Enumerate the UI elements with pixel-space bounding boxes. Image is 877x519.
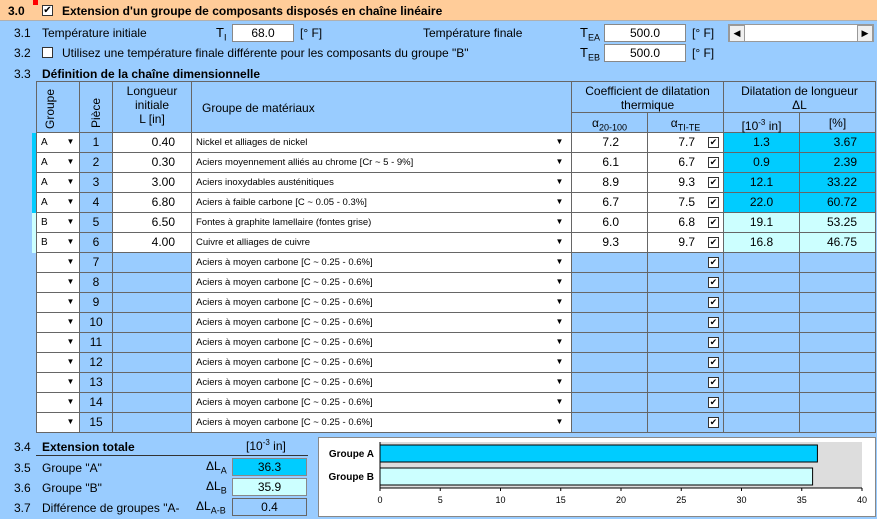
final-temp-input[interactable]: 500.0 [604, 24, 686, 42]
header-dl-unit: [$10^{-3}$ in] [724, 113, 800, 133]
group-a-label: Groupe "A" [42, 461, 102, 475]
group-color-strip [32, 213, 36, 233]
final-temp-scrollbar[interactable] [728, 24, 874, 42]
alpha-ti-te-value: 9.3 [678, 175, 695, 189]
piece-number: 9 [80, 293, 113, 313]
delta-percent-value [800, 353, 876, 373]
x-tick-label: 10 [495, 495, 506, 505]
x-tick-label: 40 [856, 495, 868, 505]
material-select[interactable] [192, 273, 572, 293]
group-diff-label: Différence de groupes "A- [42, 501, 180, 515]
chevron-down-icon[interactable]: ▼ [66, 397, 75, 406]
group-b-label: Groupe "B" [42, 481, 102, 495]
piece-number: 13 [80, 373, 113, 393]
chevron-down-icon[interactable]: ▼ [66, 317, 75, 326]
material-label: Aciers à faible carbone [C ~ 0.05 - 0.3%] [196, 197, 367, 208]
delta-length-value [724, 313, 800, 333]
material-label: Aciers à moyen carbone [C ~ 0.25 - 0.6%] [196, 297, 373, 308]
alpha-ti-te-cell [648, 253, 724, 273]
piece-number: 10 [80, 313, 113, 333]
material-select[interactable] [192, 233, 572, 253]
length-input[interactable] [113, 253, 192, 273]
delta-percent-value [800, 393, 876, 413]
chevron-down-icon[interactable]: ▼ [66, 217, 75, 226]
initial-temp-unit: [° F] [300, 26, 323, 40]
header-longueur: Longueur initiale L [in] [113, 81, 192, 133]
alpha-20-100-value: 7.2 [572, 133, 648, 153]
alpha-ti-te-value: 9.7 [678, 235, 695, 249]
group-select[interactable] [36, 253, 80, 273]
alpha-20-100-value [572, 413, 648, 433]
row-36-number: 3.6 [14, 481, 31, 495]
delta-length-value [724, 373, 800, 393]
delta-length-value: 19.1 [724, 213, 800, 233]
delta-length-value [724, 353, 800, 373]
piece-number: 7 [80, 253, 113, 273]
category-label: Groupe A [328, 449, 374, 460]
tea-symbol: $T_{EA}$ [580, 25, 600, 43]
alpha-20-100-value: 6.1 [572, 153, 648, 173]
delta-percent-value [800, 293, 876, 313]
group-select[interactable] [36, 153, 80, 173]
length-input[interactable] [113, 373, 192, 393]
alpha-20-100-value [572, 293, 648, 313]
initial-temp-input[interactable]: 68.0 [232, 24, 294, 42]
group-select[interactable] [36, 353, 80, 373]
group-b-temp-unit: [° F] [692, 46, 715, 60]
row-35-number: 3.5 [14, 461, 31, 475]
piece-number: 2 [80, 153, 113, 173]
group-value: A [41, 157, 48, 168]
chevron-down-icon[interactable]: ▼ [555, 297, 564, 306]
ti-symbol: $T_I$ [216, 25, 227, 43]
piece-number: 14 [80, 393, 113, 413]
group-select[interactable] [36, 313, 80, 333]
chevron-down-icon[interactable]: ▼ [66, 417, 75, 426]
group-color-strip [32, 193, 36, 213]
bar-groupe-b [380, 468, 813, 485]
material-label: Aciers à moyen carbone [C ~ 0.25 - 0.6%] [196, 257, 373, 268]
section-title: Extension d'un groupe de composants disposés en chaîne linéaire [62, 4, 443, 18]
chevron-down-icon[interactable]: ▼ [555, 317, 564, 326]
delta-length-value [724, 333, 800, 353]
alpha-override-checkbox[interactable]: ✔ [709, 377, 718, 387]
chevron-down-icon[interactable]: ▼ [555, 277, 564, 286]
row-33-number: 3.3 [14, 67, 31, 81]
chevron-down-icon[interactable]: ▼ [555, 177, 564, 186]
x-tick-label: 0 [377, 495, 383, 505]
length-input[interactable]: 0.30 [113, 153, 192, 173]
total-extension-label: Extension totale [42, 440, 135, 454]
material-select[interactable] [192, 293, 572, 313]
chevron-down-icon[interactable]: ▼ [555, 137, 564, 146]
group-extension-chart [318, 437, 876, 517]
header-alpha-ti-te: $\alpha_{TI-TE}$ [648, 113, 724, 133]
delta-percent-value [800, 373, 876, 393]
alpha-override-checkbox[interactable]: ✔ [709, 337, 718, 347]
delta-percent-value: 3.67 [800, 133, 876, 153]
extension-checkbox[interactable]: ✔ [43, 5, 52, 16]
group-value: A [41, 177, 48, 188]
alpha-20-100-value: 9.3 [572, 233, 648, 253]
group-b-temp-checkbox[interactable] [42, 47, 53, 58]
alpha-override-checkbox[interactable]: ✔ [709, 397, 718, 407]
scroll-right-icon[interactable]: ▶ [857, 25, 873, 42]
chevron-down-icon[interactable]: ▼ [555, 397, 564, 406]
chevron-down-icon[interactable]: ▼ [555, 257, 564, 266]
group-select[interactable] [36, 293, 80, 313]
chevron-down-icon[interactable]: ▼ [66, 357, 75, 366]
material-label: Aciers à moyen carbone [C ~ 0.25 - 0.6%] [196, 377, 373, 388]
delta-length-value: 12.1 [724, 173, 800, 193]
material-label: Fontes à graphite lamellaire (fontes grise) [196, 217, 372, 228]
material-label: Aciers à moyen carbone [C ~ 0.25 - 0.6%] [196, 277, 373, 288]
length-input[interactable] [113, 273, 192, 293]
group-select[interactable] [36, 373, 80, 393]
piece-number: 1 [80, 133, 113, 153]
header-alpha-20-100: $\alpha_{20-100}$ [572, 113, 648, 133]
delta-length-value [724, 293, 800, 313]
chevron-down-icon[interactable]: ▼ [555, 197, 564, 206]
delta-percent-value [800, 413, 876, 433]
delta-percent-value [800, 273, 876, 293]
chevron-down-icon[interactable]: ▼ [555, 337, 564, 346]
alpha-ti-te-cell [648, 293, 724, 313]
material-label: Nickel et alliages de nickel [196, 137, 308, 148]
alpha-20-100-value [572, 373, 648, 393]
alpha-ti-te-cell [648, 393, 724, 413]
delta-percent-value [800, 333, 876, 353]
alpha-ti-te-value: 6.7 [678, 155, 695, 169]
row-34-number: 3.4 [14, 440, 31, 454]
alpha-ti-te-cell [648, 133, 724, 153]
group-b-temp-input[interactable]: 500.0 [604, 44, 686, 62]
x-tick-label: 25 [676, 495, 687, 505]
delta-length-value [724, 413, 800, 433]
alpha-ti-te-value: 6.8 [678, 215, 695, 229]
alpha-override-checkbox[interactable]: ✔ [709, 357, 718, 367]
length-input[interactable] [113, 313, 192, 333]
piece-number: 6 [80, 233, 113, 253]
group-select[interactable] [36, 393, 80, 413]
row-37-number: 3.7 [14, 501, 31, 515]
final-temp-unit: [° F] [692, 26, 715, 40]
chevron-down-icon[interactable]: ▼ [66, 197, 75, 206]
section-header [0, 0, 877, 21]
comment-marker-icon [33, 0, 38, 5]
delta-length-value: 1.3 [724, 133, 800, 153]
alpha-20-100-value: 6.7 [572, 193, 648, 213]
group-select[interactable] [36, 273, 80, 293]
length-input[interactable]: 3.00 [113, 173, 192, 193]
length-input[interactable] [113, 353, 192, 373]
header-dilatation: Dilatation de longueur ΔL [724, 81, 876, 113]
material-label: Aciers inoxydables austénitiques [196, 177, 334, 188]
alpha-ti-te-cell [648, 313, 724, 333]
row-32-number: 3.2 [14, 46, 31, 60]
length-input[interactable]: 0.40 [113, 133, 192, 153]
row-31-number: 3.1 [14, 26, 31, 40]
x-tick-label: 20 [615, 495, 627, 505]
length-input[interactable]: 4.00 [113, 233, 192, 253]
material-label: Aciers moyennement alliés au chrome [Cr ~ 5 - 9%] [196, 157, 414, 168]
piece-number: 12 [80, 353, 113, 373]
final-temp-label: Température finale [423, 26, 523, 40]
alpha-override-checkbox[interactable]: ✔ [709, 297, 718, 307]
delta-percent-value: 33.22 [800, 173, 876, 193]
alpha-override-checkbox[interactable]: ✔ [709, 197, 718, 207]
alpha-20-100-value [572, 253, 648, 273]
delta-length-value: 22.0 [724, 193, 800, 213]
material-label: Cuivre et alliages de cuivre [196, 237, 311, 248]
material-label: Aciers à moyen carbone [C ~ 0.25 - 0.6%] [196, 317, 373, 328]
alpha-override-checkbox[interactable]: ✔ [709, 237, 718, 247]
x-tick-label: 15 [555, 495, 566, 505]
chevron-down-icon[interactable]: ▼ [66, 257, 75, 266]
material-label: Aciers à moyen carbone [C ~ 0.25 - 0.6%] [196, 337, 373, 348]
piece-number: 3 [80, 173, 113, 193]
group-color-strip [32, 233, 36, 253]
group-value: B [41, 237, 48, 248]
dla-symbol: $\Delta L_A$ [206, 459, 227, 476]
alpha-override-checkbox[interactable]: ✔ [709, 217, 718, 227]
delta-percent-value: 60.72 [800, 193, 876, 213]
length-input[interactable] [113, 393, 192, 413]
length-input[interactable] [113, 413, 192, 433]
chevron-down-icon[interactable]: ▼ [66, 337, 75, 346]
category-label: Groupe B [328, 472, 374, 483]
delta-length-value: 0.9 [724, 153, 800, 173]
chain-title: Définition de la chaîne dimensionnelle [42, 67, 261, 81]
alpha-override-checkbox[interactable]: ✔ [709, 157, 718, 167]
piece-number: 15 [80, 413, 113, 433]
alpha-ti-te-cell [648, 333, 724, 353]
length-input[interactable]: 6.80 [113, 193, 192, 213]
alpha-ti-te-cell [648, 153, 724, 173]
chevron-down-icon[interactable]: ▼ [66, 177, 75, 186]
material-select[interactable] [192, 413, 572, 433]
delta-percent-value: 2.39 [800, 153, 876, 173]
group-select[interactable] [36, 133, 80, 153]
chevron-down-icon[interactable]: ▼ [555, 237, 564, 246]
group-select[interactable] [36, 193, 80, 213]
length-input[interactable]: 6.50 [113, 213, 192, 233]
x-tick-label: 35 [796, 495, 807, 505]
length-input[interactable] [113, 333, 192, 353]
material-select[interactable] [192, 333, 572, 353]
material-select[interactable] [192, 213, 572, 233]
alpha-20-100-value [572, 273, 648, 293]
material-label: Aciers à moyen carbone [C ~ 0.25 - 0.6%] [196, 397, 373, 408]
alpha-ti-te-value: 7.5 [678, 195, 695, 209]
group-color-strip [32, 153, 36, 173]
alpha-override-checkbox[interactable]: ✔ [709, 177, 718, 187]
material-select[interactable] [192, 373, 572, 393]
alpha-20-100-value: 6.0 [572, 213, 648, 233]
chevron-down-icon[interactable]: ▼ [555, 377, 564, 386]
group-select[interactable] [36, 173, 80, 193]
material-select[interactable] [192, 313, 572, 333]
group-a-total-value: 36.3 [232, 458, 307, 476]
delta-percent-value: 46.75 [800, 233, 876, 253]
chevron-down-icon[interactable]: ▼ [66, 237, 75, 246]
x-tick-label: 30 [736, 495, 747, 505]
chevron-down-icon[interactable]: ▼ [66, 377, 75, 386]
delta-percent-value: 53.25 [800, 213, 876, 233]
material-select[interactable] [192, 353, 572, 373]
total-unit: [$10^{-3}$ in] [246, 438, 286, 453]
header-coefficient: Coefficient de dilatation thermique [572, 81, 724, 113]
chevron-down-icon[interactable]: ▼ [555, 157, 564, 166]
material-select[interactable] [192, 193, 572, 213]
alpha-override-checkbox[interactable]: ✔ [709, 317, 718, 327]
material-select[interactable] [192, 253, 572, 273]
alpha-override-checkbox[interactable]: ✔ [709, 417, 718, 427]
header-piece: Pièce [89, 97, 103, 128]
header-groupe: Groupe [43, 88, 57, 129]
header-materiaux: Groupe de matériaux [192, 81, 572, 133]
material-label: Aciers à moyen carbone [C ~ 0.25 - 0.6%] [196, 357, 373, 368]
delta-length-value [724, 393, 800, 413]
delta-length-value: 16.8 [724, 233, 800, 253]
chart-svg [319, 438, 875, 516]
group-select[interactable] [36, 413, 80, 433]
length-input[interactable] [113, 293, 192, 313]
group-select[interactable] [36, 333, 80, 353]
group-diff-value: 0.4 [232, 498, 307, 516]
alpha-20-100-value [572, 393, 648, 413]
chevron-down-icon[interactable]: ▼ [66, 297, 75, 306]
material-select[interactable] [192, 133, 572, 153]
alpha-20-100-value [572, 313, 648, 333]
chevron-down-icon[interactable]: ▼ [555, 417, 564, 426]
group-select[interactable] [36, 213, 80, 233]
piece-number: 4 [80, 193, 113, 213]
chevron-down-icon[interactable]: ▼ [66, 157, 75, 166]
alpha-override-checkbox[interactable]: ✔ [709, 137, 718, 147]
totals-divider [36, 455, 308, 456]
alpha-ti-te-cell [648, 413, 724, 433]
group-b-total-value: 35.9 [232, 478, 307, 496]
piece-number: 8 [80, 273, 113, 293]
delta-length-value [724, 253, 800, 273]
alpha-20-100-value [572, 333, 648, 353]
group-value: A [41, 137, 48, 148]
alpha-override-checkbox[interactable]: ✔ [709, 277, 718, 287]
scroll-left-icon[interactable]: ◀ [729, 25, 745, 42]
dlab-symbol: $\Delta L_{A-B}$ [196, 499, 226, 516]
section-number: 3.0 [8, 4, 25, 18]
group-value: B [41, 217, 48, 228]
alpha-ti-te-cell [648, 173, 724, 193]
chevron-down-icon[interactable]: ▼ [66, 277, 75, 286]
delta-percent-value [800, 313, 876, 333]
delta-percent-value [800, 253, 876, 273]
alpha-ti-te-cell [648, 373, 724, 393]
alpha-20-100-value: 8.9 [572, 173, 648, 193]
group-b-temp-label: Utilisez une température finale différente pour les composants du groupe "B" [62, 46, 469, 60]
group-color-strip [32, 133, 36, 153]
chevron-down-icon[interactable]: ▼ [66, 137, 75, 146]
header-pct-unit: [%] [800, 113, 876, 133]
alpha-ti-te-cell [648, 353, 724, 373]
group-select[interactable] [36, 233, 80, 253]
piece-number: 11 [80, 333, 113, 353]
alpha-ti-te-cell [648, 273, 724, 293]
material-select[interactable] [192, 393, 572, 413]
dlb-symbol: $\Delta L_B$ [206, 479, 227, 496]
initial-temp-label: Température initiale [42, 26, 147, 40]
material-select[interactable] [192, 173, 572, 193]
chevron-down-icon[interactable]: ▼ [555, 217, 564, 226]
chevron-down-icon[interactable]: ▼ [555, 357, 564, 366]
alpha-override-checkbox[interactable]: ✔ [709, 257, 718, 267]
alpha-ti-te-cell [648, 213, 724, 233]
material-select[interactable] [192, 153, 572, 173]
alpha-ti-te-cell [648, 193, 724, 213]
piece-number: 5 [80, 213, 113, 233]
group-color-strip [32, 173, 36, 193]
alpha-20-100-value [572, 353, 648, 373]
delta-length-value [724, 273, 800, 293]
x-tick-label: 5 [437, 495, 443, 505]
teb-symbol: $T_{EB}$ [580, 45, 600, 63]
material-label: Aciers à moyen carbone [C ~ 0.25 - 0.6%] [196, 417, 373, 428]
alpha-ti-te-value: 7.7 [678, 135, 695, 149]
alpha-ti-te-cell [648, 233, 724, 253]
bar-groupe-a [380, 445, 817, 462]
group-value: A [41, 197, 48, 208]
